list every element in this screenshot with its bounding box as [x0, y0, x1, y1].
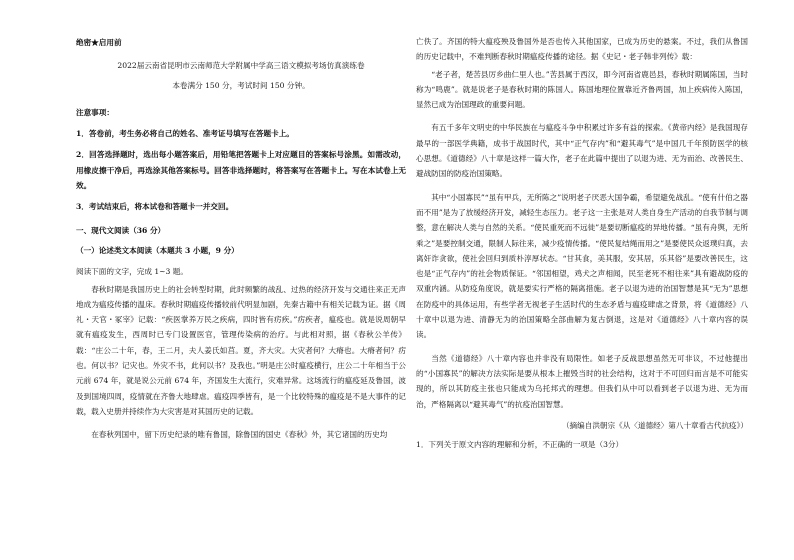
right-column	[416, 34, 748, 452]
body-paragraph: 当然《道德经》八十章内容也并非没有局限性。如老子反战思想虽然无可非议，不过他提出的“小国寡民”的解决方法实际是要从根本上摧毁当时的社会结构，这对于不可回归而言是不可能实现的，所以其防疫主张也只能成为乌托邦式的理想。但我们从中可以看到老子以退为进、无为而治，严格隔离以“避其毒气”的抗疫治国智慧。	[416, 353, 748, 409]
body-paragraph: 春秋时期是我国历史上的社会转型时期，此时频繁的战乱、过热的经济开发与交通往来正无声地成为瘟疫传播的温床。春秋时期瘟疫传播较前代明显加剧，先秦古籍中有相关记载为证。据《周礼・天官・冢宰》记载：“疾医掌养万民之疾病，四时皆有疠疾。”疠疾者，瘟疫也。就是说周朝早就有瘟疫发生，西周时已专门设置医官，管理传染病的治疗。与此相对照，据《春秋公羊传》载：“庄公二十年，春，王二月，夫人姜氏如莒。夏，齐大灾。大灾者何？大瘠也。大瘠者何？疠也。何以书？记灾也。外灾不书，此何以书？及我也。”明是庄公时瘟疫横行，庄公二十年相当于公元前 674 年，就是说公元前 674 年，齐国发生大流行，灾难异常。这场流行的瘟疫延及鲁国，波及到国境四周，疫情就在齐鲁大地肆虐。瘟疫四季皆有，是一个比较特殊的瘟疫是不是大事件的记载，载入史册并持续作为大灾害是对其国历史的记载。	[76, 284, 406, 416]
source-citation: （摘编自洪朝宗《从〈道德经〉第八十章看古代抗疫》）	[561, 420, 748, 430]
reading-instruction: 阅读下面的文字，完成 1~3 题。	[76, 267, 188, 277]
exam-meta: 本卷满分 150 分，考试时间 150 分钟。	[172, 80, 310, 90]
notice-item: 1．答卷前，考生务必将自己的姓名、准考证号填写在答题卡上。	[76, 129, 294, 139]
body-paragraph: “老子者，楚苦县厉乡曲仁里人也。”苦县属于西汉，即今河南省鹿邑县，春秋时期属陈国，当时称为“鸣鹿”。就是说老子是春秋时期的陈国人。陈国地理位置靠近齐鲁两国，加上疾病传入陈国，显然已成为治国理政的重要问题。	[416, 69, 748, 110]
body-paragraph: 亡佚了。齐国的特大瘟疫殃及鲁国外是否也传入其他国家，已成为历史的悬案。不过，我们从鲁国的历史记载中，不难判断春秋时期瘟疫传播的途径。据《史记・老子韩非列传》载：	[416, 37, 748, 62]
body-paragraph: 其中“小国寡民”“虽有甲兵，无所陈之”说明老子厌恶大国争霸，希望避免战乱。“使有什伯之器而不用”是为了放缓经济开发，减轻生态压力。老子这一主张是对人类自身生产活动的自我节制与调整，意在解决人类与自然的关系。“使民重死而不远徙”是要切断瘟疫的异地传播。“虽有舟舆，无所乘之”是要控制交通，限制人际往来，减少疫情传播。“使民复结绳而用之”是要使民众返璞归真，去离奸诈贪欲，使社会回归到质朴淳厚状态。“甘其食，美其服，安其居，乐其俗”是要改善民生，这也是“正气存内”的社会物质保证。“邻国相望，鸡犬之声相闻，民至老死不相往来”具有避战防疫的双重内涵。从防疫角度说，就是要实行严格的隔离措施。老子以退为进的治国智慧是其“无为”思想在防疫中的具体运用，有些学者无视老子生活时代的生态矛盾与瘟疫肆虐之背景，将《道德经》八十章中以退为进、清静无为的治国策略全部曲解为复古倒退，这是对《道德经》八十章内容的误读。	[416, 192, 748, 340]
notice-heading: 注意事项：	[76, 107, 114, 117]
subsection-heading: （一）论述类文本阅读（本题共 3 小题，9 分）	[76, 245, 239, 255]
body-paragraph: 在春秋列国中，留下历史纪录的唯有鲁国，除鲁国的国史《春秋》外，其它诸国的历史均	[91, 430, 388, 440]
confidential-label: 绝密★启用前	[76, 38, 122, 47]
exam-title: 2022届云南省昆明市云南师范大学附属中学高三语文模拟考场仿真演练卷	[117, 61, 365, 71]
notice-item: 3．考试结束后，将本试卷和答题卡一并交回。	[76, 202, 234, 212]
body-paragraph: 有五千多年文明史的中华民族在与瘟疫斗争中积累过许多有益的探索。《黄帝内经》是我国现存最早的一部医学典籍，成书于战国时代，其中“正气存内”和“避其毒气”是中国几千年预防医学的核心思想。《道德经》八十章是这样一篇大作，老子在此篇中提出了以退为进、无为而治、改善民生、避战防国的防疫治国策略。	[416, 123, 748, 179]
left-column	[76, 34, 406, 443]
question-1: 1．下列关于原文内容的理解和分析，不正确的一项是（3分）	[416, 440, 624, 450]
notice-item: 2．回答选择题时，选出每小题答案后，用铅笔把答题卡上对应题目的答案标号涂黑。如需改动，用橡皮擦干净后，再选涂其他答案标号。回答非选择题时，将答案写在答题卡上。写在本试卷上无效。	[76, 150, 406, 191]
section-heading: 一、现代文阅读（36 分）	[76, 225, 166, 235]
